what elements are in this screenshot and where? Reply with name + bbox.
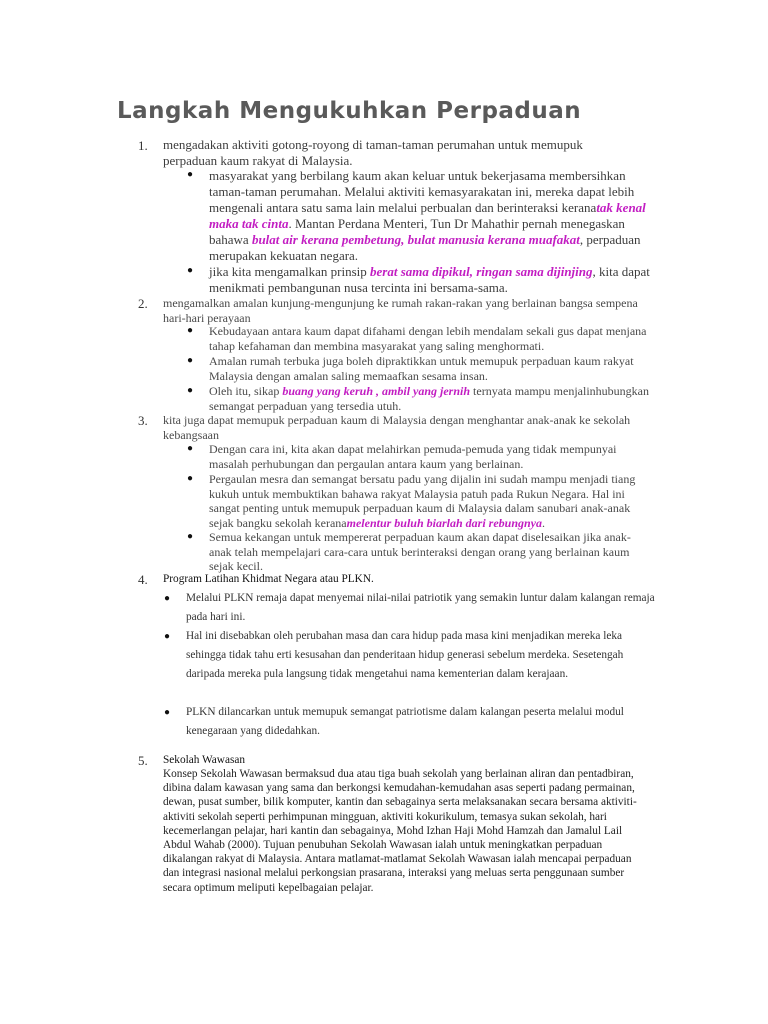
section-3-bullet-2: Pergaulan mesra dan semangat bersatu padu yang dijalin ini sudah mampu menjadi tiang kukuh untuk membuktikan bahawa rakyat Malaysia patuh pada Rukun Negara. Hal ini sangat penting untuk memupuk perpaduan kaum di Malaysia dalam sanubari anak-anak sejak bangku sekolah keranamelentur buluh biarlah dari rebungnya. (209, 472, 636, 530)
section-2-bullet-1: Kebudayaan antara kaum dapat difahami dengan lebih mendalam sekali gus dapat menjana tahap kefahaman dan membina masyarakat yang saling menghormati. (209, 324, 647, 353)
section-3-bullet-3: Semua kekangan untuk mempererat perpaduan kaum akan dapat diselesaikan jika anak-anak telah mempelajari cara-cara untuk berinteraksi dengan orang yang berlainan kaum sejak kecil. (209, 530, 631, 574)
list-number-4: 4. (138, 572, 148, 587)
proverb-highlight: bulat air kerana pembetung, bulat manusia kerana muafakat (251, 232, 580, 247)
list-number-3: 3. (138, 413, 148, 428)
list-number-2: 2. (138, 296, 148, 311)
section-1-bullet-1: masyarakat yang berbilang kaum akan keluar untuk bekerjasama membersihkan taman-taman perumahan. Melalui aktiviti kemasyarakatan ini, mereka dapat lebih mengenali antara satu sama lain melalui perbualan dan berinteraksi keranatak kenal maka tak cinta. Mantan Perdana Menteri, Tun Dr Mahathir pernah menegaskan bahawa bulat air kerana pembetung, bulat manusia kerana muafakat, perpaduan merupakan kekuatan negara. (209, 168, 646, 263)
section-1-bullet-2: jika kita mengamalkan prinsip berat sama dipikul, ringan sama dijinjing, kita dapat menikmati pembangunan nusa tercinta ini bersama-sama. (209, 264, 650, 295)
section-2-bullet-3: Oleh itu, sikap buang yang keruh , ambil yang jernih ternyata mampu menjalinhubungkan semangat perpaduan yang tersedia utuh. (209, 384, 649, 413)
proverb-highlight: tak kenal maka tak cinta (209, 200, 646, 231)
section-4-bullet-2: Hal ini disebabkan oleh perubahan masa dan cara hidup pada masa kini menjadikan mereka leka sehingga tidak tahu erti kesusahan dan penderitaan hidup generasi sebelum merdeka. Sesetengah daripada mereka pula langsung tidak mengetahui nama kementerian dalam kerajaan. (186, 630, 624, 680)
bullet-icon: ● (164, 593, 171, 604)
bullet-icon: ● (187, 473, 194, 484)
proverb-highlight: buang yang keruh , ambil yang jernih (282, 384, 471, 398)
bullet-icon: ● (187, 169, 194, 180)
list-number-5: 5. (138, 753, 148, 768)
section-4-text: Program Latihan Khidmat Negara atau PLKN. (163, 573, 374, 585)
page-title: Langkah Mengukuhkan Perpaduan (117, 98, 582, 124)
section-1-text: mengadakan aktiviti gotong-royong di taman-taman perumahan untuk memupuk perpaduan kaum rakyat di Malaysia. (163, 137, 583, 168)
section-5-heading: Sekolah Wawasan (163, 754, 246, 766)
section-5-text: Konsep Sekolah Wawasan bermaksud dua atau tiga buah sekolah yang berlainan aliran dan pentadbiran, dibina dalam kawasan yang sama dan berkongsi kemudahan-kemudahan asas seperti padang permainan, dewan, pusat sumber, bilik komputer, kantin dan sebagainya serta melaksanakan secara bersama aktiviti-aktiviti sekolah seperti perhimpunan mingguan, aktiviti kokurikulum, temasya sukan sekolah, hari kecemerlangan pelajar, hari kantin dan sebagainya, Mohd Izhan Haji Mohd Hamzah dan Jamalul Lail Abdul Wahab (2000). Tujuan penubuhan Sekolah Wawasan ialah untuk meningkatkan perpaduan dikalangan rakyat di Malaysia. Antara matlamat-matlamat Sekolah Wawasan ialah mencapai perpaduan dan integrasi nasional melalui perkongsian prasarana, interaksi yang meluas serta penggunaan sumber secara optimum meliputi kepelbagaian pelajar. (163, 768, 637, 894)
section-3-bullet-1: Dengan cara ini, kita akan dapat melahirkan pemuda-pemuda yang tidak mempunyai masalah perhubungan dan pergaulan antara kaum yang berlainan. (209, 442, 617, 471)
section-3-text: kita juga dapat memupuk perpaduan kaum di Malaysia dengan menghantar anak-anak ke sekolah kebangsaan (163, 413, 631, 442)
bullet-icon: ● (187, 355, 194, 366)
bullet-icon: ● (187, 325, 194, 336)
bullet-icon: ● (187, 265, 194, 276)
bullet-icon: ● (164, 707, 171, 718)
bullet-icon: ● (164, 631, 171, 642)
section-4-bullet-3: PLKN dilancarkan untuk memupuk semangat patriotisme dalam kalangan peserta melalui modul kenegaraan yang didedahkan. (186, 706, 624, 737)
section-4-bullet-1: Melalui PLKN remaja dapat menyemai nilai-nilai patriotik yang semakin luntur dalam kalangan remaja pada hari ini. (186, 592, 655, 623)
bullet-icon: ● (187, 531, 194, 542)
bullet-icon: ● (187, 443, 194, 454)
section-2-bullet-2: Amalan rumah terbuka juga boleh dipraktikkan untuk memupuk perpaduan kaum rakyat Malaysia dengan amalan saling memaafkan sesama insan. (209, 354, 634, 383)
section-2-text: mengamalkan amalan kunjung-mengunjung ke rumah rakan-rakan yang berlainan bangsa sempena hari-hari perayaan (163, 296, 638, 325)
bullet-icon: ● (187, 385, 194, 396)
list-number-1: 1. (138, 138, 148, 153)
proverb-highlight: melentur buluh biarlah dari rebungnya (346, 515, 543, 530)
proverb-highlight: berat sama dipikul, ringan sama dijinjing (370, 264, 593, 279)
